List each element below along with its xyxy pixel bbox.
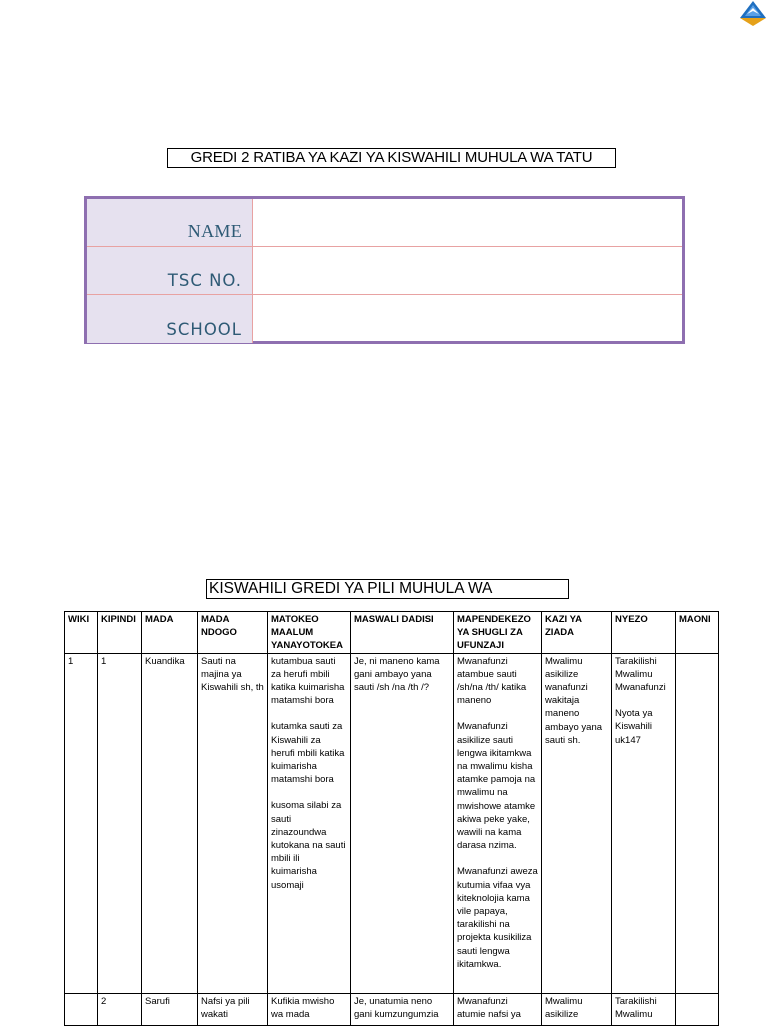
mapendekezo-item: Mwanafunzi aweza kutumia vifaa vya kiteknolojia kama vile papaya, tarakilishi na projekta kusikiliza sauti lengwa ikitamkwa. — [457, 866, 538, 970]
nyezo-item: Tarakilishi Mwalimu — [615, 995, 657, 1020]
teacher-info-box — [84, 196, 685, 344]
info-row-school — [87, 295, 682, 343]
cell-matokeo — [268, 653, 351, 993]
header-wiki: WIKI — [65, 612, 98, 654]
header-row — [65, 612, 719, 654]
cell-kazi-ya-ziada: Mwalimu asikilize — [542, 993, 612, 1025]
name-field[interactable] — [257, 199, 682, 246]
cell-kipindi: 1 — [98, 653, 142, 993]
nyezo-item: Tarakilishi Mwalimu Mwanafunzi — [615, 655, 666, 694]
tsc-number-label: TSC NO. — [167, 271, 242, 290]
cell-mapendekezo — [454, 653, 542, 993]
nyezo-item: Nyota ya Kiswahili uk147 — [615, 708, 653, 746]
info-row-name — [87, 199, 682, 247]
school-field[interactable] — [257, 295, 682, 343]
matokeo-item: kutambua sauti za herufi mbili katika kuimarisha matamshi bora — [271, 655, 345, 707]
cell-matokeo — [268, 993, 351, 1025]
cell-maoni — [676, 993, 719, 1025]
header-mapendekezo: MAPENDEKEZO YA SHUGLI ZA UFUNZAJI — [454, 612, 542, 654]
header-kazi-ya-ziada: KAZI YA ZIADA — [542, 612, 612, 654]
cell-mada: Sarufi — [142, 993, 198, 1025]
publisher-logo-icon — [737, 0, 768, 28]
school-label: SCHOOL — [166, 320, 242, 339]
header-mada: MADA — [142, 612, 198, 654]
document-title: GREDI 2 RATIBA YA KAZI YA KISWAHILI MUHULA WA TATU — [167, 148, 616, 168]
cell-kipindi: 2 — [98, 993, 142, 1025]
cell-mada-ndogo: Nafsi ya pili wakati — [198, 993, 268, 1025]
table-row — [65, 653, 719, 993]
mapendekezo-item: Mwanafunzi atumie nafsi ya — [457, 995, 521, 1020]
matokeo-item: Kufikia mwisho wa mada — [271, 995, 335, 1020]
header-mada-ndogo: MADA NDOGO — [198, 612, 268, 654]
header-matokeo: MATOKEO MAALUM YANAYOTOKEA — [268, 612, 351, 654]
cell-nyezo — [612, 653, 676, 993]
cell-nyezo — [612, 993, 676, 1025]
cell-kazi-ya-ziada: Mwalimu asikilize wanafunzi wakitaja maneno ambayo yana sauti sh. — [542, 653, 612, 993]
cell-mapendekezo — [454, 993, 542, 1025]
matokeo-item: kusoma silabi za sauti zinazoundwa kutokana na sauti mbili ili kuimarisha usomaji — [271, 800, 346, 891]
cell-mada: Kuandika — [142, 653, 198, 993]
info-row-tsc — [87, 247, 682, 295]
cell-wiki — [65, 993, 98, 1025]
cell-maswali: Je, ni maneno kama gani ambayo yana sauti /sh /na /th /? — [351, 653, 454, 993]
schedule-table — [64, 611, 719, 1026]
mapendekezo-item: Mwanafunzi atambue sauti /sh/na /th/ katika maneno — [457, 655, 527, 707]
cell-wiki: 1 — [65, 653, 98, 993]
cell-maswali: Je, unatumia neno gani kumzungumzia — [351, 993, 454, 1025]
matokeo-item: kutamka sauti za Kiswahili za herufi mbili katika kuimarisha matamshi bora — [271, 721, 345, 786]
header-kipindi: KIPINDI — [98, 612, 142, 654]
header-maoni: MAONI — [676, 612, 719, 654]
schedule-title: KISWAHILI GREDI YA PILI MUHULA WA — [206, 579, 569, 599]
mapendekezo-item: Mwanafunzi asikilize sauti lengwa ikitamkwa na mwalimu kisha atamke pamoja na mwalimu na mwishowe atamke akiwa peke yake, wawili na kama darasa nzima. — [457, 721, 536, 852]
header-nyezo: NYEZO — [612, 612, 676, 654]
tsc-number-field[interactable] — [257, 247, 682, 294]
header-maswali: MASWALI DADISI — [351, 612, 454, 654]
table-row — [65, 993, 719, 1025]
cell-maoni — [676, 653, 719, 993]
name-label: NAME — [187, 221, 242, 241]
cell-mada-ndogo: Sauti na majina ya Kiswahili sh, th — [198, 653, 268, 993]
